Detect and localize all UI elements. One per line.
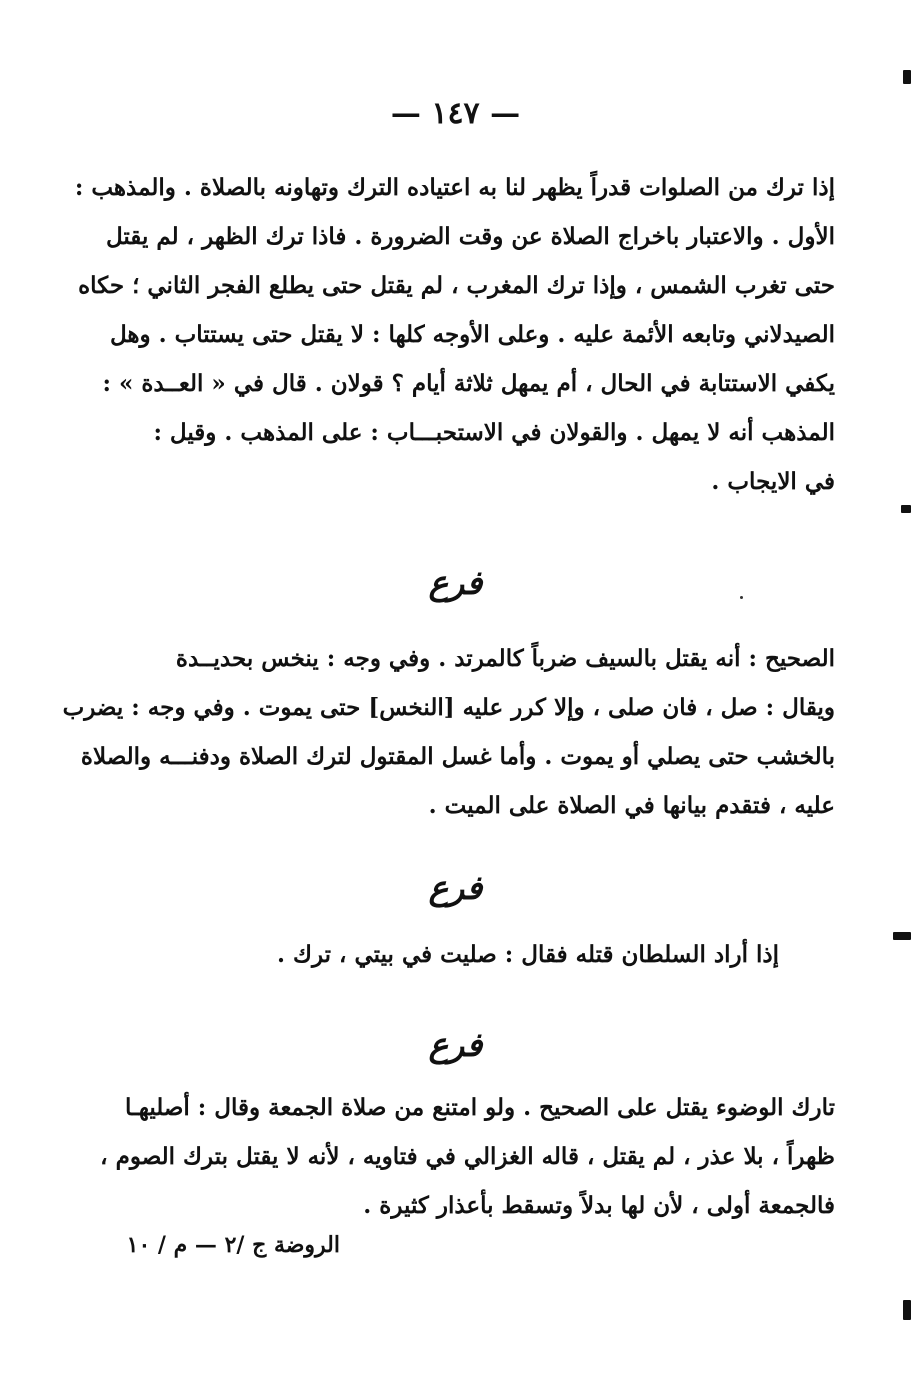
section-heading: فرع bbox=[428, 1025, 483, 1064]
text-line: ويقال : صل ، فان صلى ، وإلا كرر عليه [النخس] حتى يموت . وفي وجه : يضرب bbox=[62, 694, 835, 721]
text-line: في الايجاب . bbox=[711, 468, 835, 495]
text-line: عليه ، فتقدم بيانها في الصلاة على الميت . bbox=[428, 792, 835, 819]
text-line: تارك الوضوء يقتل على الصحيح . ولو امتنع من صلاة الجمعة وقال : أصليهـا bbox=[124, 1094, 835, 1121]
text-line: الأول . والاعتبار باخراج الصلاة عن وقت الضرورة . فاذا ترك الظهر ، لم يقتل bbox=[105, 223, 835, 250]
text-line: ظهراً ، بلا عذر ، لم يقتل ، قاله الغزالي في فتاويه ، لأنه لا يقتل بترك الصوم ، bbox=[100, 1143, 835, 1170]
section-heading: فرع bbox=[428, 563, 483, 602]
text-line: الصحيح : أنه يقتل بالسيف ضرباً كالمرتد . وفي وجه : ينخس بحديــدة bbox=[175, 645, 835, 672]
paragraph-4 bbox=[75, 1083, 835, 1230]
signature-footer: الروضة ج /٢ — م / ١٠ bbox=[126, 1232, 340, 1258]
paragraph-3 bbox=[79, 930, 779, 979]
text-line: الصيدلاني وتابعه الأئمة عليه . وعلى الأوجه كلها : لا يقتل حتى يستتاب . وهل bbox=[109, 321, 835, 348]
text-line: المذهب أنه لا يمهل . والقولان في الاستحبـــاب : على المذهب . وقيل : bbox=[153, 419, 835, 446]
scan-edge-mark bbox=[903, 1300, 911, 1320]
text-line: حتى تغرب الشمس ، وإذا ترك المغرب ، لم يقتل حتى يطلع الفجر الثاني ؛ حكاه bbox=[78, 272, 835, 299]
text-line: إذا أراد السلطان قتله فقال : صليت في بيتي ، ترك . bbox=[276, 941, 779, 968]
scan-edge-mark bbox=[901, 505, 911, 513]
text-line: إذا ترك من الصلوات قدراً يظهر لنا به اعتياده الترك وتهاونه بالصلاة . والمذهب : bbox=[74, 174, 835, 201]
scan-edge-mark bbox=[893, 932, 911, 940]
section-heading: فرع bbox=[428, 868, 483, 907]
text-line: فالجمعة أولى ، لأن لها بدلاً وتسقط بأعذار كثيرة . bbox=[363, 1192, 835, 1219]
text-line: يكفي الاستتابة في الحال ، أم يمهل ثلاثة أيام ؟ قولان . قال في « العــدة » : bbox=[102, 370, 835, 397]
scan-edge-mark bbox=[903, 70, 911, 84]
page-number: — ١٤٧ — bbox=[390, 96, 521, 131]
text-line: بالخشب حتى يصلي أو يموت . وأما غسل المقتول لترك الصلاة ودفنـــه والصلاة bbox=[80, 743, 835, 770]
paragraph-2 bbox=[62, 634, 835, 830]
paragraph-1 bbox=[75, 163, 835, 506]
scan-speck bbox=[740, 596, 743, 599]
